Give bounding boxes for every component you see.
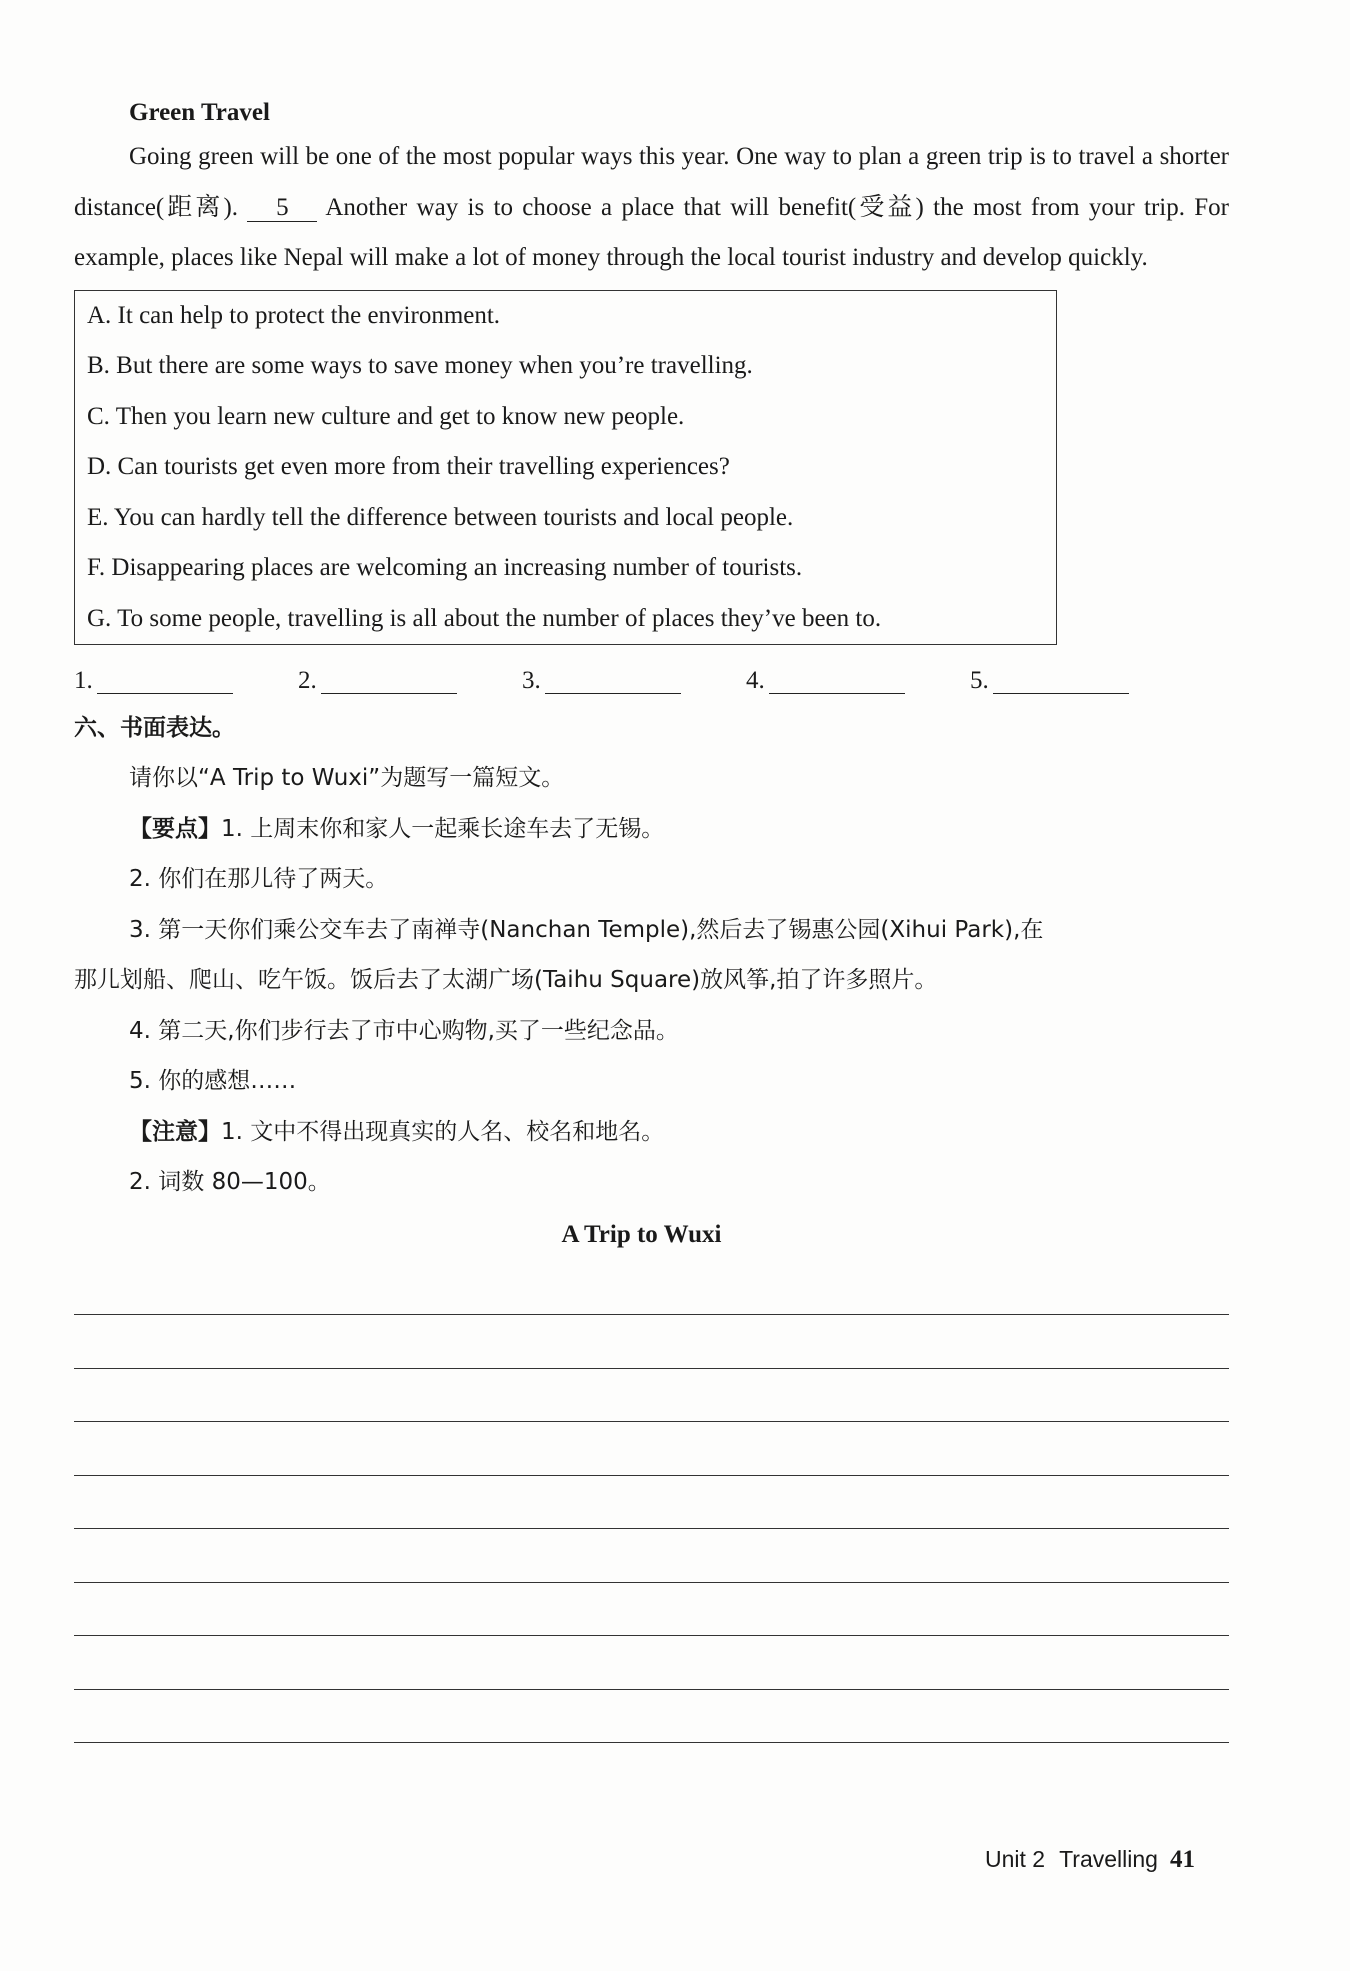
essay-title: A Trip to Wuxi: [561, 1220, 722, 1248]
answer-number: 4.: [746, 667, 765, 694]
options-box: [74, 290, 1057, 646]
section-6-title: 六、书面表达。: [74, 715, 235, 741]
passage-text-part1: Going green will be one of the most popular ways this year. One way to plan a green trip is to travel a shorter distance(距离).: [74, 143, 1229, 221]
page-footer: [985, 1846, 1195, 1874]
option-f: F. Disappearing places are welcoming an increasing number of tourists.: [87, 554, 803, 581]
answer-number: 1.: [74, 667, 93, 694]
answer-blank[interactable]: [321, 669, 457, 694]
option-e: E. You can hardly tell the difference between tourists and local people.: [87, 503, 794, 531]
points-label: 【要点】: [129, 815, 221, 842]
writing-line[interactable]: [74, 1583, 1229, 1637]
footer-unit: Unit 2: [985, 1846, 1046, 1872]
answer-slot-3: [522, 667, 746, 695]
footer-topic: Travelling: [1059, 1846, 1158, 1872]
notes-line-1: 【注意】1. 文中不得出现真实的人名、校名和地名。: [129, 1118, 665, 1145]
answer-slot-5: [970, 667, 1194, 695]
passage-paragraph: [74, 132, 1229, 284]
passage-text-part2: Another way is to choose a place that will benefit(受益) the most from your trip. For example, places like Nepal will make a lot of money through the local tourist industry and develop quickly.: [74, 193, 1230, 271]
passage-heading: Green Travel: [129, 99, 270, 126]
writing-prompt: 请你以“A Trip to Wuxi”为题写一篇短文。: [129, 765, 565, 791]
answer-blank[interactable]: [769, 669, 905, 694]
answer-number: 5.: [970, 667, 989, 694]
notes-label: 【注意】: [129, 1118, 221, 1145]
option-g: G. To some people, travelling is all about the number of places they’ve been to.: [87, 604, 882, 632]
points-line-1: 【要点】1. 上周末你和家人一起乘长途车去了无锡。: [129, 815, 665, 842]
answer-blank[interactable]: [97, 669, 233, 694]
points-line-3-cont: 那儿划船、爬山、吃午饭。饭后去了太湖广场(Taihu Square)放风筝,拍了许多照片。: [74, 967, 938, 993]
option-b: B. But there are some ways to save money when you’re travelling.: [87, 352, 753, 379]
points-line-5: 5. 你的感想……: [129, 1068, 297, 1094]
points-line-4: 4. 第二天,你们步行去了市中心购物,买了一些纪念品。: [129, 1017, 679, 1044]
writing-line[interactable]: [74, 1262, 1229, 1316]
writing-line[interactable]: [74, 1476, 1229, 1530]
page-number: 41: [1169, 1846, 1195, 1873]
answer-blank[interactable]: [545, 669, 681, 694]
notes-line-2: 2. 词数 80—100。: [129, 1169, 331, 1195]
writing-line[interactable]: [74, 1369, 1229, 1423]
option-c: C. Then you learn new culture and get to know new people.: [87, 402, 685, 430]
passage-blank-5[interactable]: 5: [247, 195, 317, 222]
answer-row: [74, 659, 1229, 703]
page-content: [74, 94, 1229, 1743]
writing-line[interactable]: [74, 1690, 1229, 1744]
points-line-2: 2. 你们在那儿待了两天。: [129, 866, 389, 892]
answer-number: 3.: [522, 667, 541, 694]
writing-line[interactable]: [74, 1529, 1229, 1583]
writing-line[interactable]: [74, 1315, 1229, 1369]
writing-area[interactable]: [74, 1262, 1229, 1744]
writing-line[interactable]: [74, 1422, 1229, 1476]
option-d: D. Can tourists get even more from their travelling experiences?: [87, 453, 730, 480]
points-line-3: 3. 第一天你们乘公交车去了南禅寺(Nanchan Temple),然后去了锡惠公园(Xihui Park),在: [129, 916, 1044, 943]
answer-slot-1: [74, 667, 298, 695]
writing-instructions: [74, 753, 1229, 1208]
option-a: A. It can help to protect the environment.: [87, 301, 501, 329]
answer-slot-2: [298, 667, 522, 695]
answer-number: 2.: [298, 667, 317, 694]
answer-blank[interactable]: [993, 669, 1129, 694]
answer-slot-4: [746, 667, 970, 695]
writing-line[interactable]: [74, 1636, 1229, 1690]
